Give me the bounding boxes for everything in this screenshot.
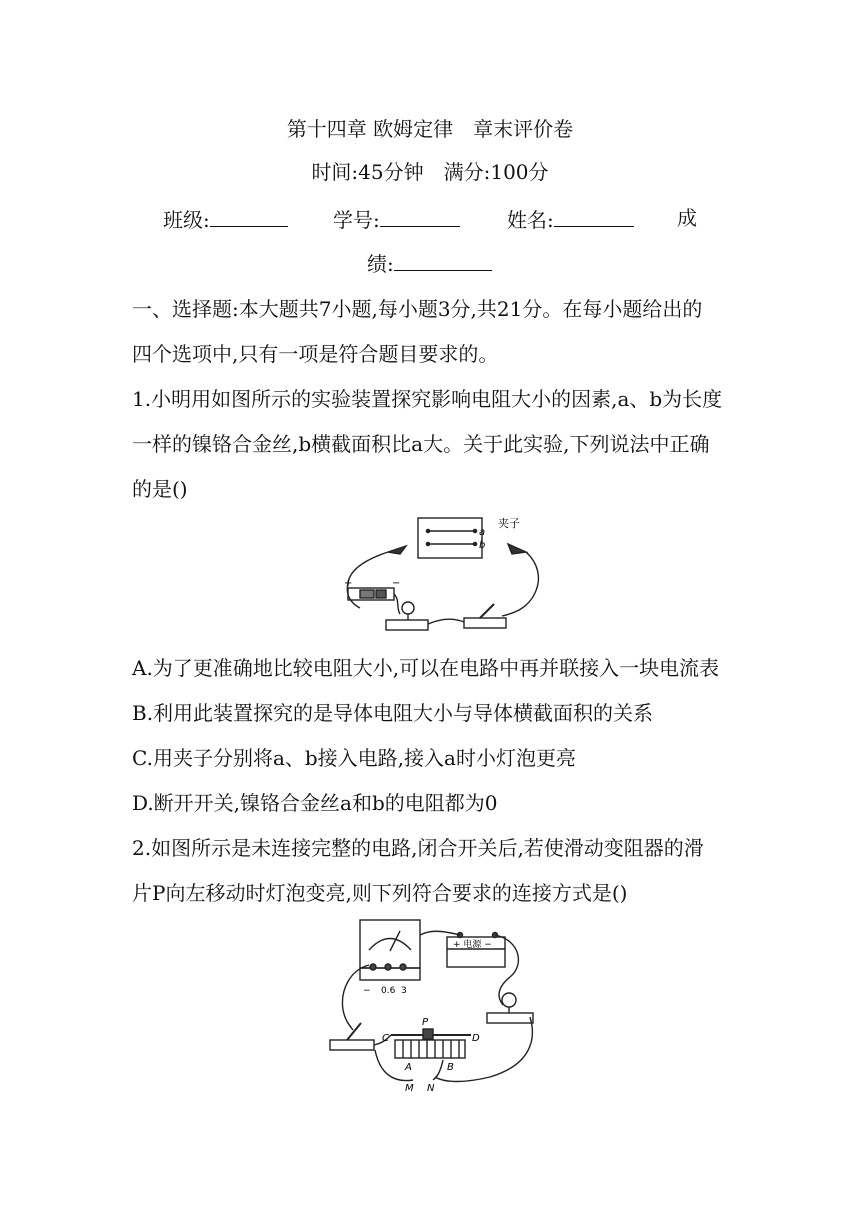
- ammeter: [360, 920, 420, 968]
- right-clip: [508, 544, 526, 554]
- student-id-blank[interactable]: [380, 206, 460, 227]
- label-b: b: [479, 540, 486, 551]
- q1-circuit-figure: [330, 508, 560, 638]
- score-field: [367, 250, 492, 276]
- label-c: C: [382, 1033, 389, 1044]
- switch-base: [330, 1040, 374, 1050]
- left-clip: [388, 546, 406, 554]
- clip-label: 夹子: [498, 517, 520, 530]
- label-b: B: [447, 1062, 454, 1073]
- q1-stem-line1: 1.小明用如图所示的实验装置探究影响电阻大小的因素,a、b为长度: [132, 387, 723, 411]
- ammeter-06-terminal: 0.6: [381, 986, 396, 996]
- label-d: D: [472, 1033, 480, 1044]
- q1-option-b[interactable]: B.利用此装置探究的是导体电阻大小与导体横截面积的关系: [132, 701, 654, 725]
- q1-option-c[interactable]: C.用夹子分别将a、b接入电路,接入a时小灯泡更亮: [132, 746, 576, 770]
- name-field: [507, 206, 634, 232]
- exam-time-info: 时间:45分钟 满分:100分: [311, 160, 549, 184]
- q1-stem-line2: 一样的镍铬合金丝,b横截面积比a大。关于此实验,下列说法中正确: [132, 432, 710, 456]
- class-field: [163, 206, 288, 232]
- q2-stem-line2: 片P向左移动时灯泡变亮,则下列符合要求的连接方式是(): [132, 881, 628, 905]
- lamp-bulb: [402, 602, 414, 614]
- power-supply-label: + 电源 −: [453, 940, 492, 950]
- rheostat-slider: [423, 1029, 433, 1039]
- q2-circuit-figure: [325, 915, 540, 1100]
- name-blank[interactable]: [554, 206, 634, 227]
- section1-intro-line1: 一、选择题:本大题共7小题,每小题3分,共21分。在每小题给出的: [132, 297, 703, 321]
- lamp-base: [487, 1013, 533, 1023]
- q2-stem-line1: 2.如图所示是未连接完整的电路,闭合开关后,若使滑动变阻器的滑: [132, 836, 704, 860]
- q1-option-a[interactable]: A.为了更准确地比较电阻大小,可以在电路中再并联接入一块电流表: [132, 656, 720, 680]
- label-n: N: [427, 1083, 435, 1094]
- lamp-base: [386, 620, 428, 630]
- label-m: M: [405, 1083, 414, 1094]
- lamp-bulb: [502, 993, 516, 1007]
- battery-minus: −: [392, 578, 401, 589]
- label-p: P: [422, 1017, 429, 1028]
- class-label: 班级:: [163, 208, 210, 232]
- switch-base: [464, 618, 506, 628]
- rheostat-coil: [395, 1040, 465, 1058]
- student-id-label: 学号:: [333, 208, 380, 232]
- page-title: 第十四章 欧姆定律 章末评价卷: [286, 117, 574, 141]
- name-label: 姓名:: [507, 208, 554, 232]
- q1-stem-line3: 的是(): [132, 477, 188, 501]
- switch-lever: [480, 604, 494, 618]
- battery-plus: +: [344, 578, 353, 589]
- class-blank[interactable]: [210, 206, 288, 227]
- score-label-part1: 成: [677, 206, 697, 230]
- student-id-field: [333, 206, 460, 232]
- ammeter-minus-terminal: −: [363, 986, 371, 996]
- label-a: a: [479, 527, 486, 538]
- q1-option-d[interactable]: D.断开开关,镍铬合金丝a和b的电阻都为0: [132, 791, 498, 815]
- score-blank[interactable]: [394, 250, 492, 271]
- score-label: 绩:: [367, 252, 394, 276]
- section1-intro-line2: 四个选项中,只有一项是符合题目要求的。: [132, 342, 499, 366]
- wire-board: [418, 518, 482, 558]
- label-a: A: [405, 1062, 412, 1073]
- ammeter-3-terminal: 3: [401, 986, 407, 996]
